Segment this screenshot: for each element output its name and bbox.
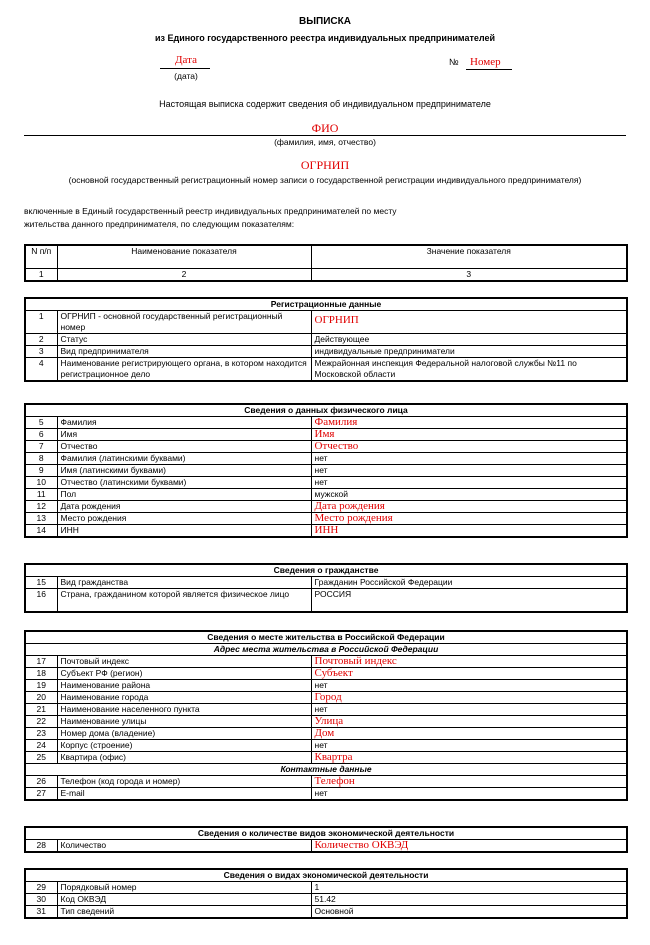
row-number: 6: [25, 429, 57, 441]
row-label: Пол: [57, 489, 311, 501]
number-underline: [466, 69, 512, 70]
section-title: Сведения о месте жительства в Российской Федерации: [25, 631, 627, 644]
row-label: Количество: [57, 840, 311, 853]
row-number: 26: [25, 776, 57, 788]
row-value: Гражданин Российской Федерации: [311, 577, 627, 589]
row-number: 21: [25, 704, 57, 716]
row-value: Дом: [314, 727, 335, 739]
row-value: Количество ОКВЭД: [314, 839, 409, 851]
included-line-2: жительства данного предпринимателя, по следующим показателям:: [24, 219, 295, 229]
row-number: 1: [25, 311, 57, 334]
row-value: нет: [311, 788, 627, 801]
date-underline: [160, 68, 210, 69]
row-label: Порядковый номер: [57, 882, 311, 894]
row-number: 7: [25, 441, 57, 453]
row-number: 11: [25, 489, 57, 501]
row-label: Телефон (код города и номер): [57, 776, 311, 788]
residence-section: [24, 630, 628, 801]
row-value: мужской: [311, 489, 627, 501]
section-title: Сведения о данных физического лица: [25, 404, 627, 417]
fio-underline: [24, 135, 626, 136]
row-number: 12: [25, 501, 57, 513]
section-title: Сведения о видах экономической деятельности: [25, 869, 627, 882]
row-value: нет: [311, 477, 627, 489]
col-number-header: N п/п: [25, 245, 57, 269]
row-label: Наименование района: [57, 680, 311, 692]
date-caption: (дата): [174, 71, 198, 81]
row-value: индивидуальные предприниматели: [311, 346, 627, 358]
row-label: Дата рождения: [57, 501, 311, 513]
row-value: Город: [314, 691, 342, 703]
row-value: Межрайонная инспекция Федеральной налоговой службы №11 по Московской области: [311, 358, 627, 382]
col-value-index: 3: [311, 269, 627, 282]
row-label: Субъект РФ (регион): [57, 668, 311, 680]
contacts-subtitle: Контактные данные: [25, 764, 627, 776]
ogrnip-caption: (основной государственный регистрационный номер записи о государственной регистрации индивидуального предпринимателя): [68, 175, 582, 185]
registration-section: [24, 297, 628, 382]
row-value: Телефон: [314, 775, 355, 787]
row-value: Почтовый индекс: [314, 655, 397, 667]
row-label: Наименование населенного пункта: [57, 704, 311, 716]
row-number: 2: [25, 334, 57, 346]
row-number: 25: [25, 752, 57, 764]
row-number: 19: [25, 680, 57, 692]
row-label: Код ОКВЭД: [57, 894, 311, 906]
col-name-index: 2: [57, 269, 311, 282]
row-number: 8: [25, 453, 57, 465]
fio-caption: (фамилия, имя, отчество): [274, 137, 376, 147]
row-number: 23: [25, 728, 57, 740]
row-number: 17: [25, 656, 57, 668]
row-number: 5: [25, 417, 57, 429]
row-number: 14: [25, 525, 57, 538]
row-label: Имя (латинскими буквами): [57, 465, 311, 477]
row-number: 29: [25, 882, 57, 894]
col-name-header: Наименование показателя: [57, 245, 311, 269]
row-label: E-mail: [57, 788, 311, 801]
row-value: нет: [311, 740, 627, 752]
row-number: 4: [25, 358, 57, 382]
row-value: нет: [311, 465, 627, 477]
row-label: Отчество (латинскими буквами): [57, 477, 311, 489]
row-label: Номер дома (владение): [57, 728, 311, 740]
row-label: Статус: [57, 334, 311, 346]
number-value: Номер: [470, 56, 501, 68]
row-label: Наименование регистрирующего органа, в котором находится регистрационное дело: [57, 358, 311, 382]
date-value: Дата: [175, 54, 197, 66]
row-label: Квартира (офис): [57, 752, 311, 764]
row-label: Вид предпринимателя: [57, 346, 311, 358]
row-value: Дата рождения: [314, 500, 385, 512]
section-title: Сведения о количестве видов экономической деятельности: [25, 827, 627, 840]
row-value: Квартра: [314, 751, 353, 763]
col-number-index: 1: [25, 269, 57, 282]
row-number: 16: [25, 589, 57, 613]
row-label: Тип сведений: [57, 906, 311, 919]
fio-value: ФИО: [311, 121, 339, 135]
number-label: №: [449, 57, 459, 67]
row-label: Наименование улицы: [57, 716, 311, 728]
row-number: 22: [25, 716, 57, 728]
document-title: ВЫПИСКА: [299, 16, 351, 27]
row-value: нет: [311, 704, 627, 716]
row-label: Отчество: [57, 441, 311, 453]
row-value: ОГРНИП: [314, 314, 359, 326]
row-value: нет: [311, 453, 627, 465]
row-number: 3: [25, 346, 57, 358]
row-value: Улица: [314, 715, 344, 727]
row-number: 27: [25, 788, 57, 801]
row-label: Почтовый индекс: [57, 656, 311, 668]
citizenship-section: [24, 563, 628, 613]
row-number: 10: [25, 477, 57, 489]
row-value: Место рождения: [314, 512, 393, 524]
row-number: 28: [25, 840, 57, 853]
row-label: ИНН: [57, 525, 311, 538]
intro-text: Настоящая выписка содержит сведения об индивидуальном предпринимателе: [159, 99, 491, 109]
row-label: ОГРНИП - основной государственный регистрационный номер: [57, 311, 311, 334]
row-label: Корпус (строение): [57, 740, 311, 752]
row-number: 20: [25, 692, 57, 704]
ogrnip-value: ОГРНИП: [300, 158, 350, 172]
row-number: 31: [25, 906, 57, 919]
row-number: 30: [25, 894, 57, 906]
row-label: Место рождения: [57, 513, 311, 525]
row-number: 15: [25, 577, 57, 589]
row-value: РОССИЯ: [311, 589, 627, 613]
row-value: 51.42: [311, 894, 627, 906]
row-label: Фамилия (латинскими буквами): [57, 453, 311, 465]
row-value: Действующее: [311, 334, 627, 346]
person-section: [24, 403, 628, 538]
row-value: Отчество: [314, 440, 359, 452]
activity-count-section: [24, 826, 628, 853]
row-number: 9: [25, 465, 57, 477]
row-label: Имя: [57, 429, 311, 441]
col-value-header: Значение показателя: [311, 245, 627, 269]
row-number: 18: [25, 668, 57, 680]
row-number: 13: [25, 513, 57, 525]
row-label: Наименование города: [57, 692, 311, 704]
section-title: Регистрационные данные: [25, 298, 627, 311]
activity-section: [24, 868, 628, 919]
section-title: Сведения о гражданстве: [25, 564, 627, 577]
row-number: 24: [25, 740, 57, 752]
row-value: Субъект: [314, 667, 353, 679]
row-value: ИНН: [314, 524, 339, 536]
row-label: Фамилия: [57, 417, 311, 429]
row-value: Основной: [311, 906, 627, 919]
row-value: Фамилия: [314, 416, 358, 428]
row-value: 1: [311, 882, 627, 894]
section-subtitle: Адрес места жительства в Российской Федерации: [25, 644, 627, 656]
row-label: Страна, гражданином которой является физическое лицо: [57, 589, 311, 613]
document-subtitle: из Единого государственного реестра индивидуальных предпринимателей: [154, 33, 496, 43]
row-value: нет: [311, 680, 627, 692]
column-header-table: [24, 244, 628, 282]
row-value: Имя: [314, 428, 335, 440]
row-label: Вид гражданства: [57, 577, 311, 589]
included-line-1: включенные в Единый государственный реестр индивидуальных предпринимателей по месту: [24, 206, 397, 216]
